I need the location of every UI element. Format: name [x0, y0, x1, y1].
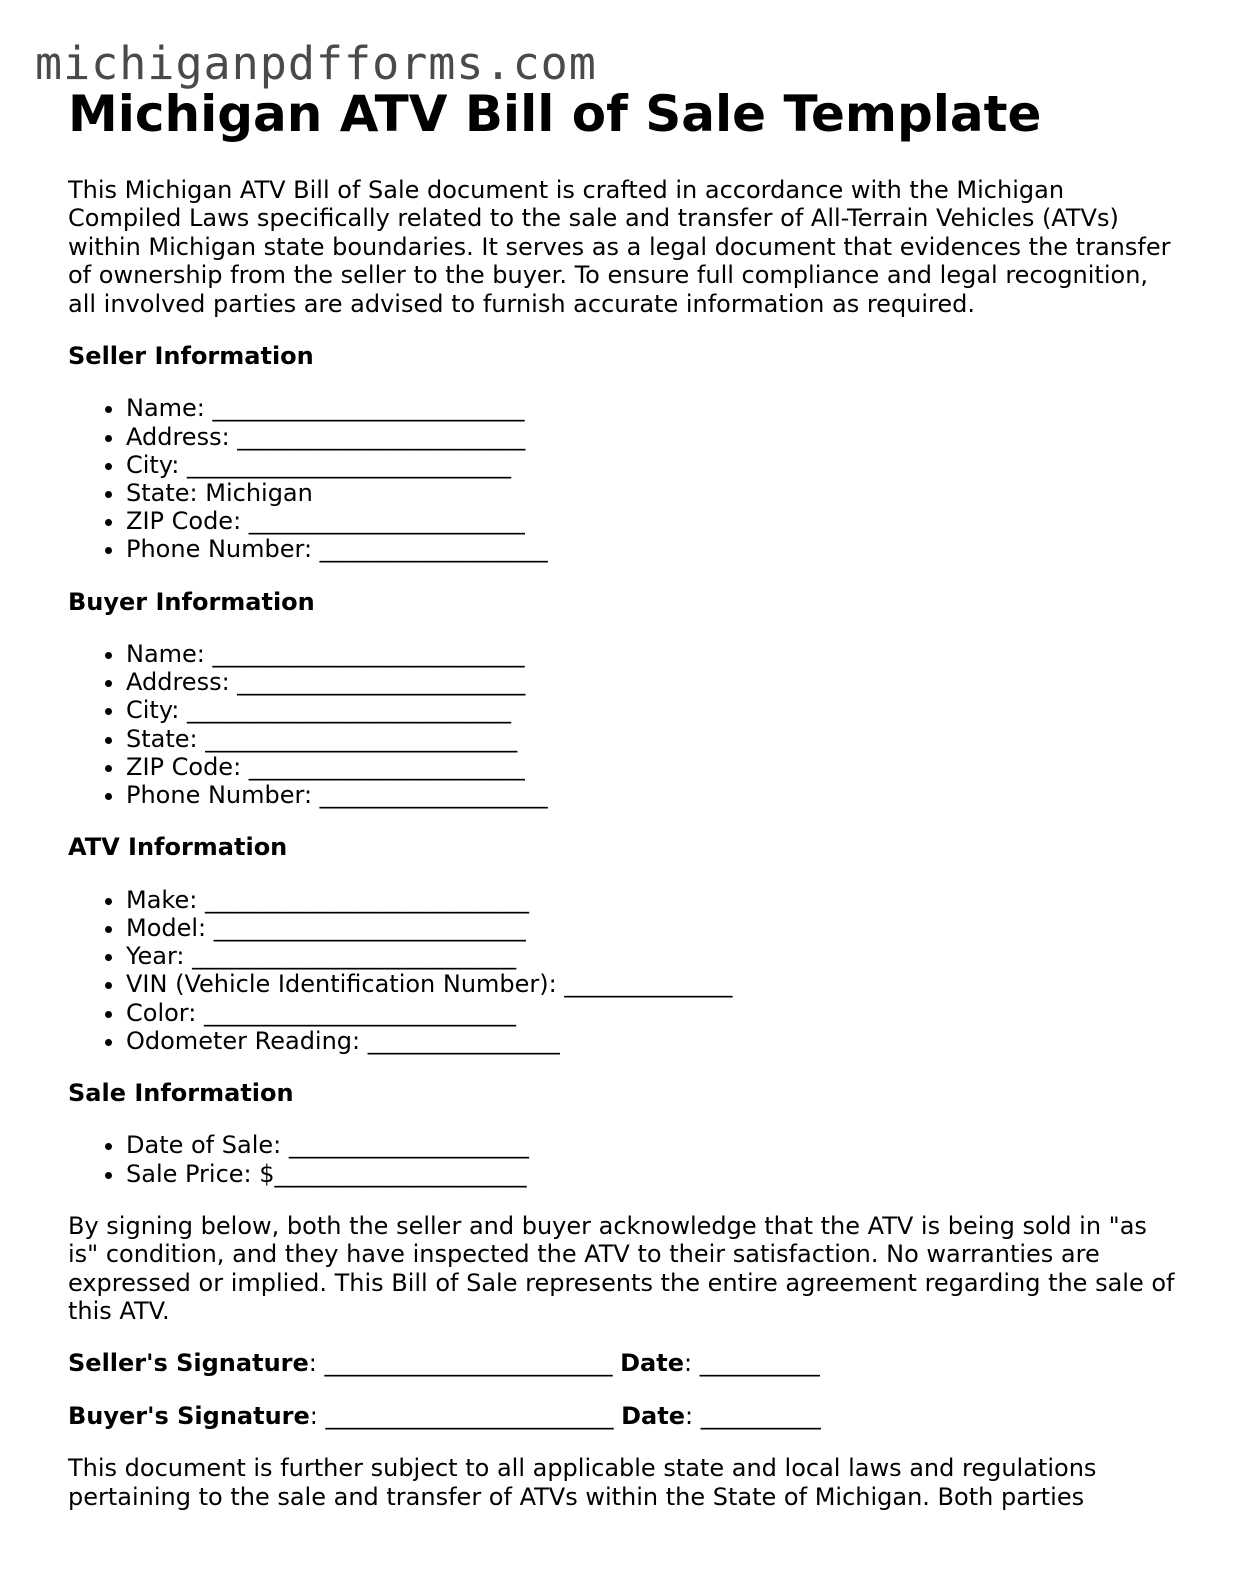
- seller-date-blank: : __________: [683, 1349, 820, 1378]
- atv-make-field: • Make: ___________________________: [126, 886, 1178, 914]
- sale-info-list: [68, 1131, 1178, 1187]
- legal-notice-paragraph: This document is further subject to all applicable state and local laws and regulations pertaining to the sale and transfer of ATVs within the State of Michigan. Both parties: [68, 1454, 1097, 1511]
- atv-section-heading: ATV Information: [68, 833, 288, 862]
- buyer-signature-blank: : ________________________: [309, 1401, 622, 1430]
- seller-signature-blank: : ________________________: [308, 1349, 621, 1378]
- seller-city-field: • City: ___________________________: [126, 451, 1178, 479]
- buyer-address-field: • Address: ________________________: [126, 668, 1178, 696]
- buyer-phone-field: • Phone Number: ___________________: [126, 781, 1178, 809]
- seller-date-label: Date: [620, 1349, 684, 1378]
- seller-signature-line: [68, 1349, 1178, 1377]
- buyer-date-blank: : __________: [685, 1401, 821, 1430]
- acknowledgement-paragraph: By signing below, both the seller and buyer acknowledge that the ATV is being sold in "as is" condition, and they have inspected the ATV to their satisfaction. No warranties are expressed or implied. This Bill of Sale represents the entire agreement regarding the sale of this ATV.: [68, 1211, 1175, 1325]
- site-watermark: michiganpdfforms.com: [35, 37, 597, 90]
- atv-info-list: [68, 886, 1178, 1055]
- seller-phone-field: • Phone Number: ___________________: [126, 535, 1178, 563]
- seller-name-field: • Name: __________________________: [126, 394, 1178, 422]
- buyer-state-field: • State: __________________________: [126, 725, 1178, 753]
- atv-model-field: • Model: __________________________: [126, 914, 1178, 942]
- buyer-section-heading: Buyer Information: [68, 587, 315, 616]
- atv-year-field: • Year: ___________________________: [126, 942, 1178, 970]
- buyer-signature-line: [68, 1402, 1178, 1430]
- intro-paragraph: This Michigan ATV Bill of Sale document is crafted in accordance with the Michigan Compiled Laws specifically related to the sale and transfer of All-Terrain Vehicles (ATVs) within Michigan state boundaries. It serves as a legal document that evidences the transfer of ownership from the seller to the buyer. To ensure full compliance and legal recognition, all involved parties are advised to furnish accurate information as required.: [68, 176, 1171, 318]
- atv-vin-field: • VIN (Vehicle Identification Number): ______________: [126, 970, 1178, 998]
- sale-price-field: • Sale Price: $_____________________: [126, 1160, 1178, 1188]
- buyer-signature-label: Buyer's Signature: [68, 1401, 310, 1430]
- document-body: [68, 80, 1178, 1511]
- atv-color-field: • Color: __________________________: [126, 999, 1178, 1027]
- seller-zip-field: • ZIP Code: _______________________: [126, 507, 1178, 535]
- seller-address-field: • Address: ________________________: [126, 423, 1178, 451]
- buyer-city-field: • City: ___________________________: [126, 696, 1178, 724]
- seller-info-list: [68, 394, 1178, 563]
- seller-section-heading: Seller Information: [68, 342, 314, 371]
- seller-signature-label: Seller's Signature: [68, 1349, 309, 1378]
- document-title: Michigan ATV Bill of Sale Template: [68, 85, 1042, 143]
- buyer-date-label: Date: [621, 1401, 685, 1430]
- atv-odometer-field: • Odometer Reading: ________________: [126, 1027, 1178, 1055]
- seller-state-field: • State: Michigan: [126, 479, 1178, 507]
- buyer-zip-field: • ZIP Code: _______________________: [126, 753, 1178, 781]
- buyer-info-list: [68, 640, 1178, 809]
- sale-section-heading: Sale Information: [68, 1078, 294, 1107]
- sale-date-field: • Date of Sale: ____________________: [126, 1131, 1178, 1159]
- buyer-name-field: • Name: __________________________: [126, 640, 1178, 668]
